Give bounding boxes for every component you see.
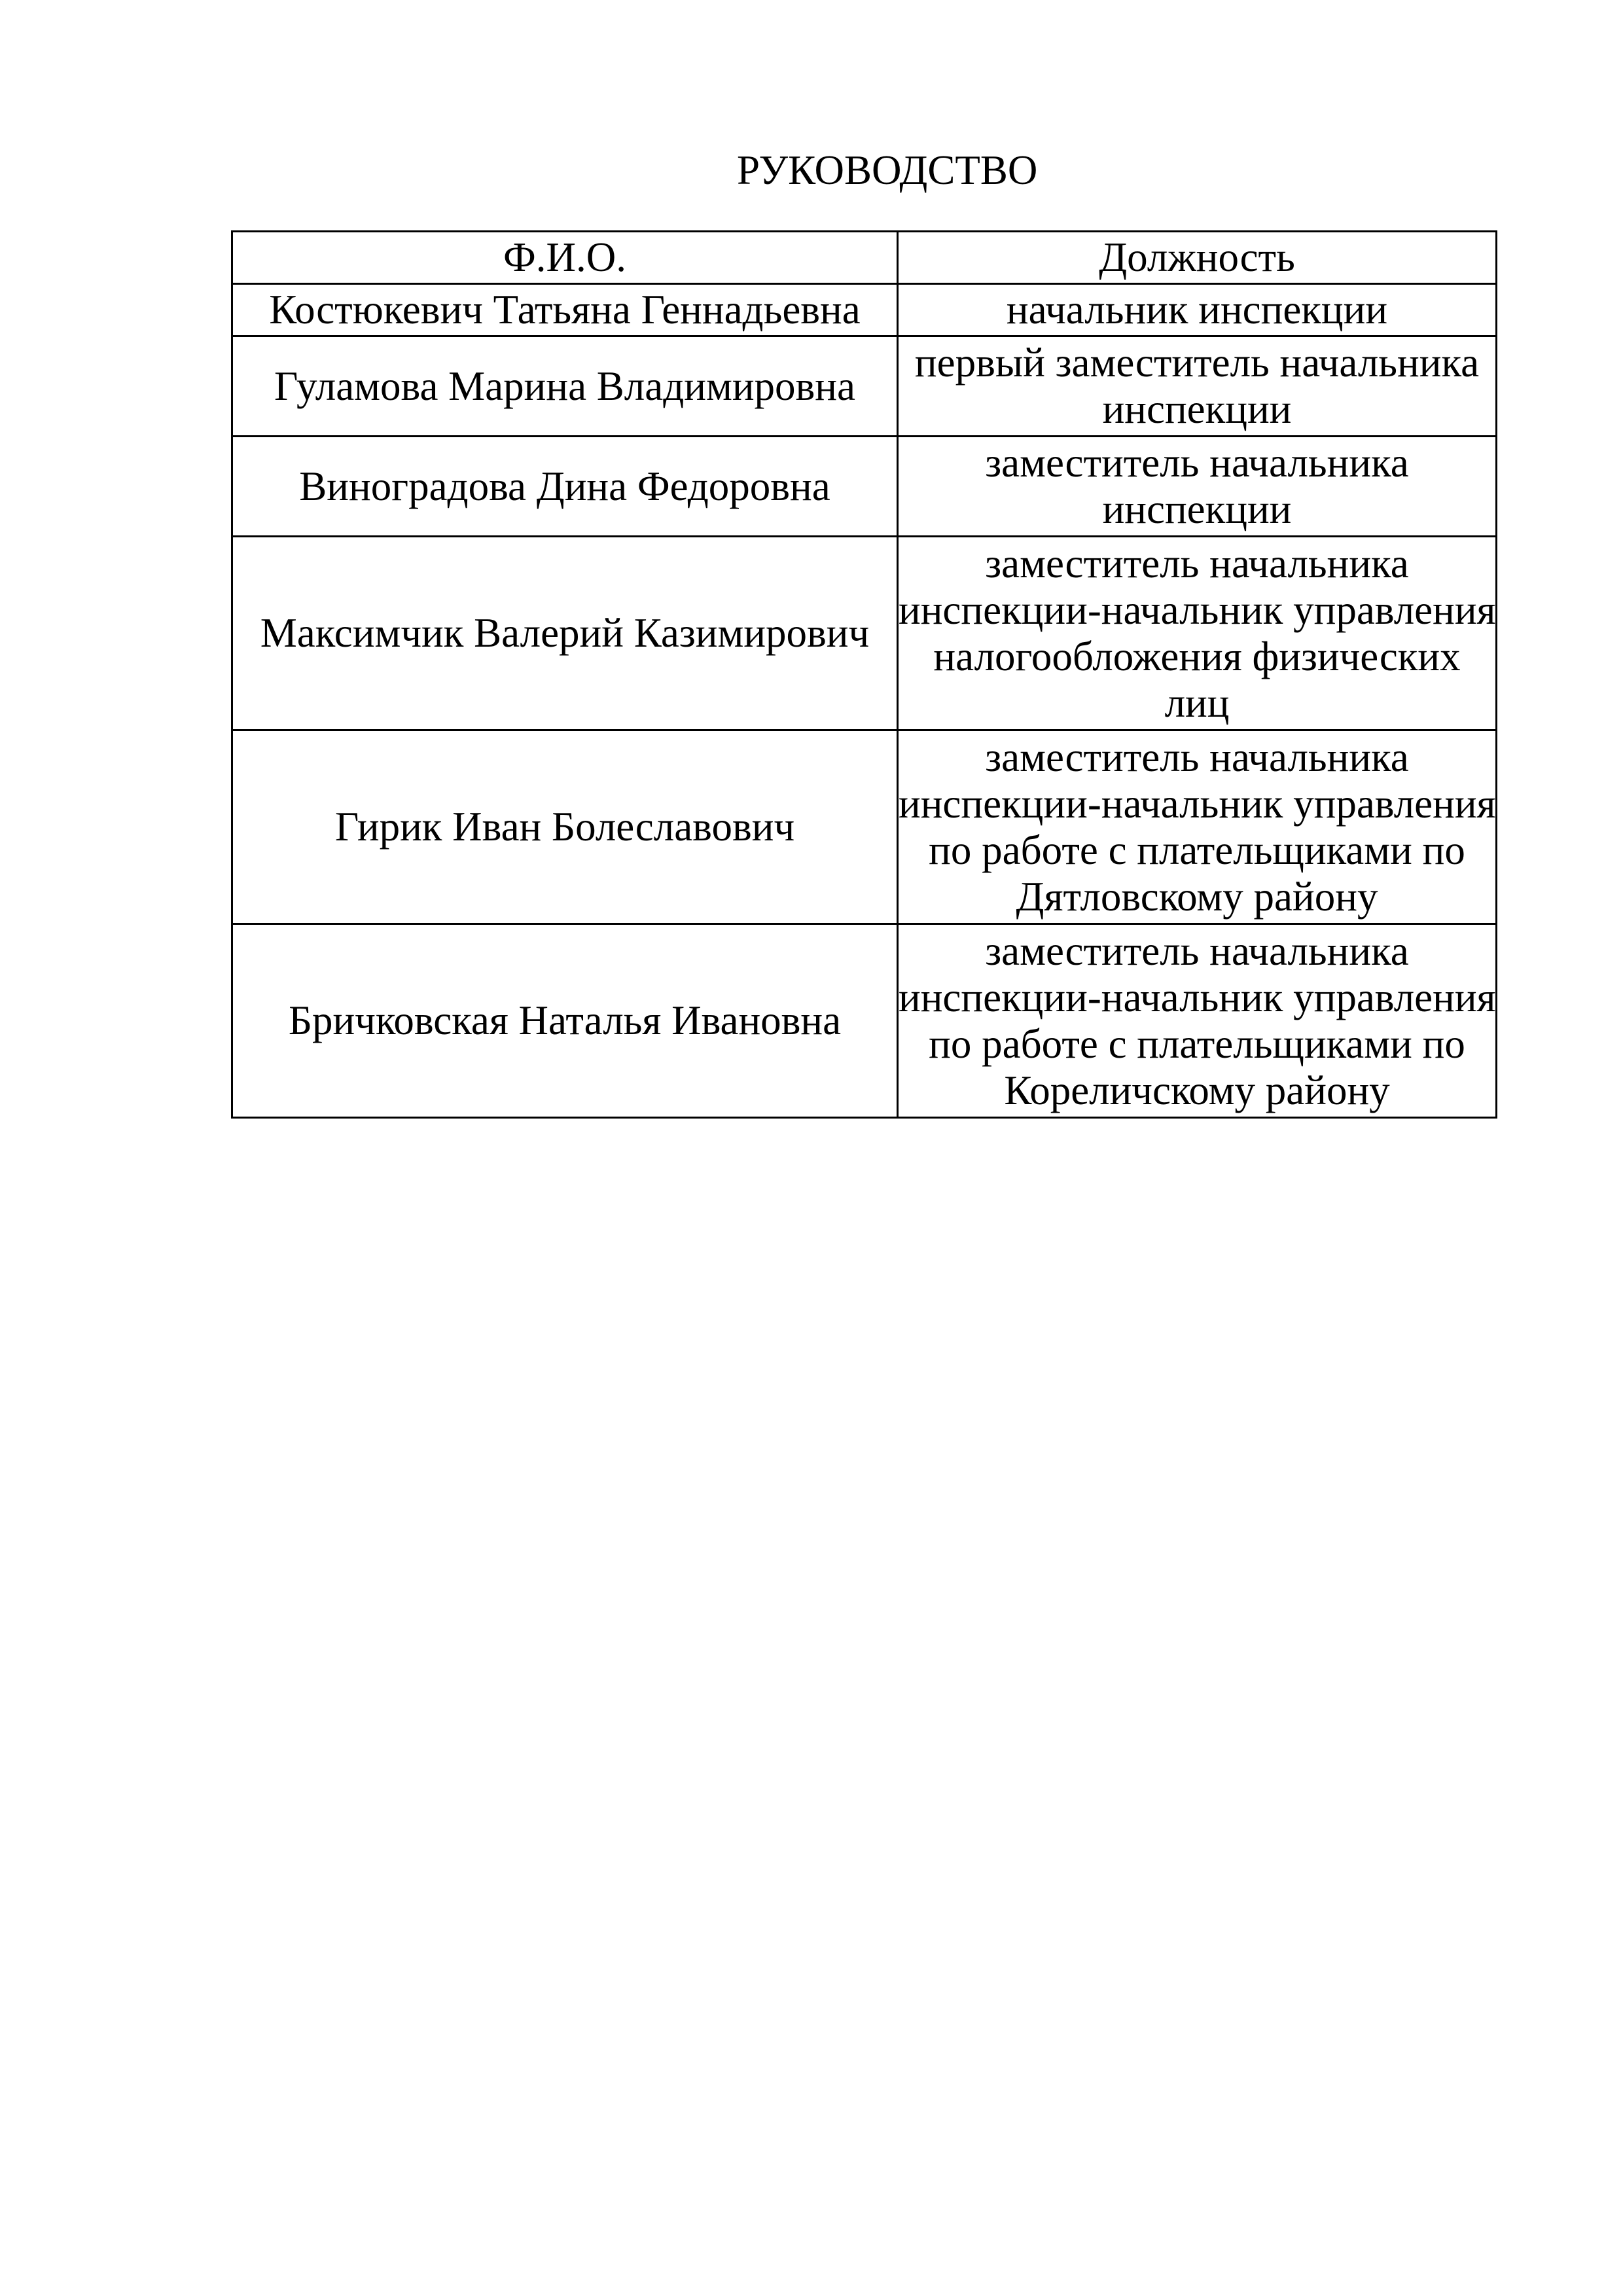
cell-name: Виноградова Дина Федоровна [232,437,898,537]
position-line: инспекции-начальник управления [899,586,1496,633]
header-name: Ф.И.О. [232,232,898,284]
position-line: начальник инспекции [1006,287,1388,332]
table-row [232,336,1497,437]
position-line: заместитель начальника [985,540,1409,586]
table-row [232,437,1497,537]
cell-position [898,924,1497,1118]
position-line: налогообложения физических [933,633,1461,679]
cell-name: Максимчик Валерий Казимирович [232,537,898,730]
page-title: РУКОВОДСТВО [737,147,1038,193]
position-line: инспекции [1102,386,1292,432]
position-line: первый заместитель начальника [914,340,1480,386]
leadership-table [231,230,1497,1119]
position-line: заместитель начальника [985,927,1409,974]
position-line: инспекции [1102,486,1292,532]
table-row [232,284,1497,336]
cell-name: Гуламова Марина Владимировна [232,336,898,437]
table-row [232,730,1497,924]
cell-position [898,730,1497,924]
cell-position [898,284,1497,336]
position-line: заместитель начальника [985,734,1409,780]
position-line: по работе с плательщиками по [929,1020,1465,1067]
position-line: инспекции-начальник управления [899,780,1496,827]
cell-name: Костюкевич Татьяна Геннадьевна [232,284,898,336]
position-line: инспекции-начальник управления [899,974,1496,1020]
table-row [232,537,1497,730]
position-line: по работе с плательщиками по [929,827,1465,873]
header-position: Должность [898,232,1497,284]
position-line: Кореличскому району [1004,1067,1390,1113]
cell-position [898,537,1497,730]
table-header-row [232,232,1497,284]
position-line: лиц [1164,679,1230,726]
position-line: заместитель начальника [985,440,1409,486]
cell-position [898,336,1497,437]
table-row [232,924,1497,1118]
position-line: Дятловскому району [1016,873,1378,920]
cell-name: Гирик Иван Болеславович [232,730,898,924]
cell-position [898,437,1497,537]
cell-name: Бричковская Наталья Ивановна [232,924,898,1118]
